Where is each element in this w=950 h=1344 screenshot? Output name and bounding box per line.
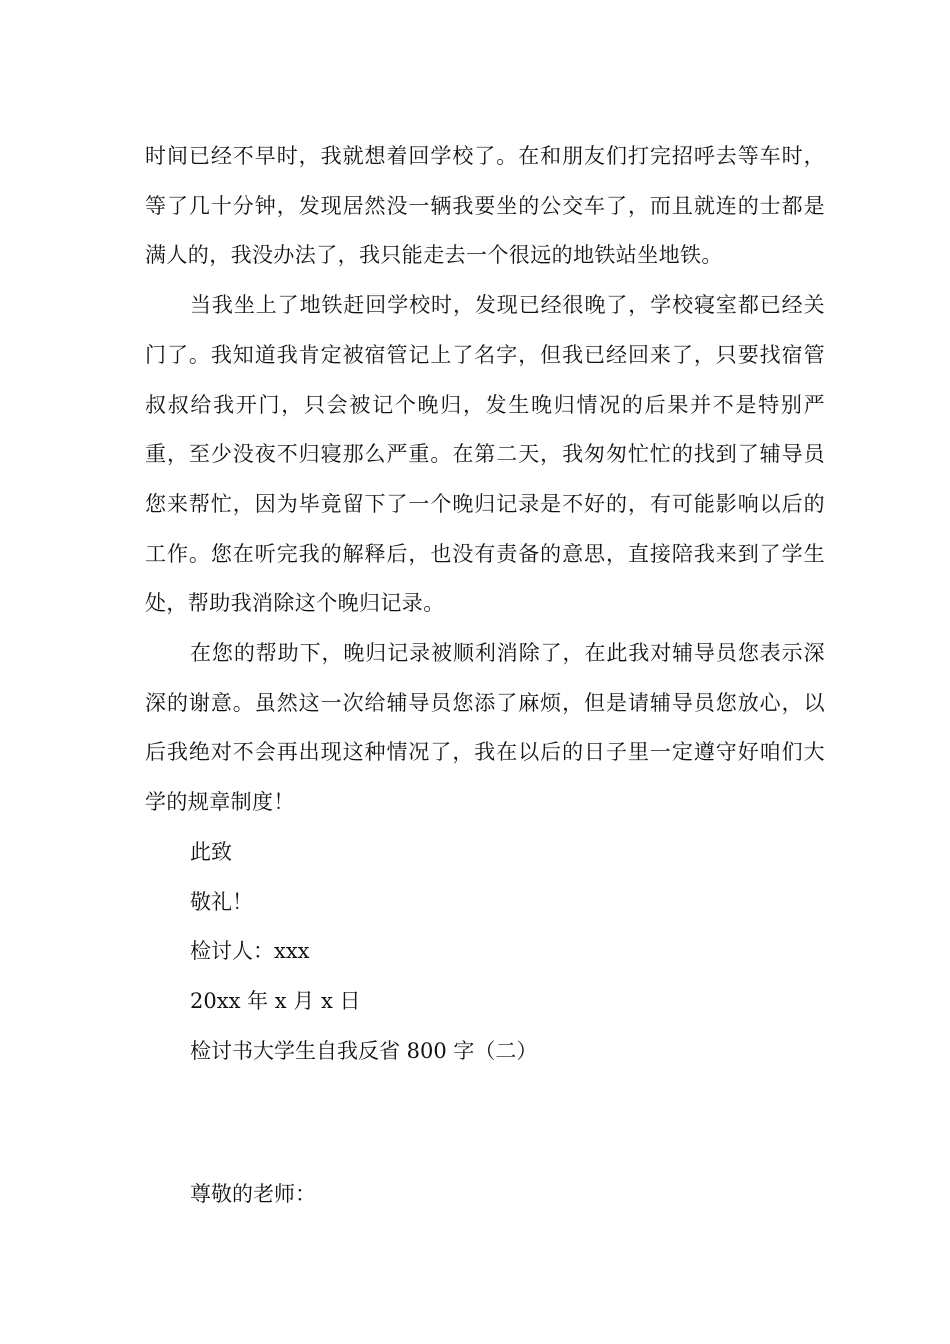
date-line: 20xx 年 x 月 x 日 (190, 988, 361, 1013)
signer-line: 检讨人：xxx (190, 939, 310, 964)
next-section-title: 检讨书大学生自我反省 800 字（二） (190, 1038, 538, 1063)
closing-line: 此致 (190, 839, 232, 864)
letter-body (145, 132, 825, 1076)
paragraph-3: 在您的帮助下，晚归记录被顺利消除了，在此我对辅导员您表示深深的谢意。虽然这一次给辅导员您添了麻烦，但是请辅导员您放心，以后我绝对不会再出现这种情况了，我在以后的日子里一定遵守好咱们大学的规章制度！ (145, 641, 825, 815)
paragraph-2: 当我坐上了地铁赶回学校时，发现已经很晚了，学校寝室都已经关门了。我知道我肯定被宿管记上了名字，但我已经回来了，只要找宿管叔叔给我开门，只会被记个晚归，发生晚归情况的后果并不是特别严重，至少没夜不归寝那么严重。在第二天，我匆匆忙忙的找到了辅导员您来帮忙，因为毕竟留下了一个晚归记录是不好的，有可能影响以后的工作。您在听完我的解释后，也没有责备的意思，直接陪我来到了学生处，帮助我消除这个晚归记录。 (145, 293, 825, 616)
next-salutation: 尊敬的老师： (190, 1182, 316, 1206)
regards-line: 敬礼！ (190, 889, 253, 914)
paragraph-1: 时间已经不早时，我就想着回学校了。在和朋友们打完招呼去等车时，等了几十分钟，发现居然没一辆我要坐的公交车了，而且就连的士都是满人的，我没办法了，我只能走去一个很远的地铁站坐地铁。 (145, 144, 825, 268)
